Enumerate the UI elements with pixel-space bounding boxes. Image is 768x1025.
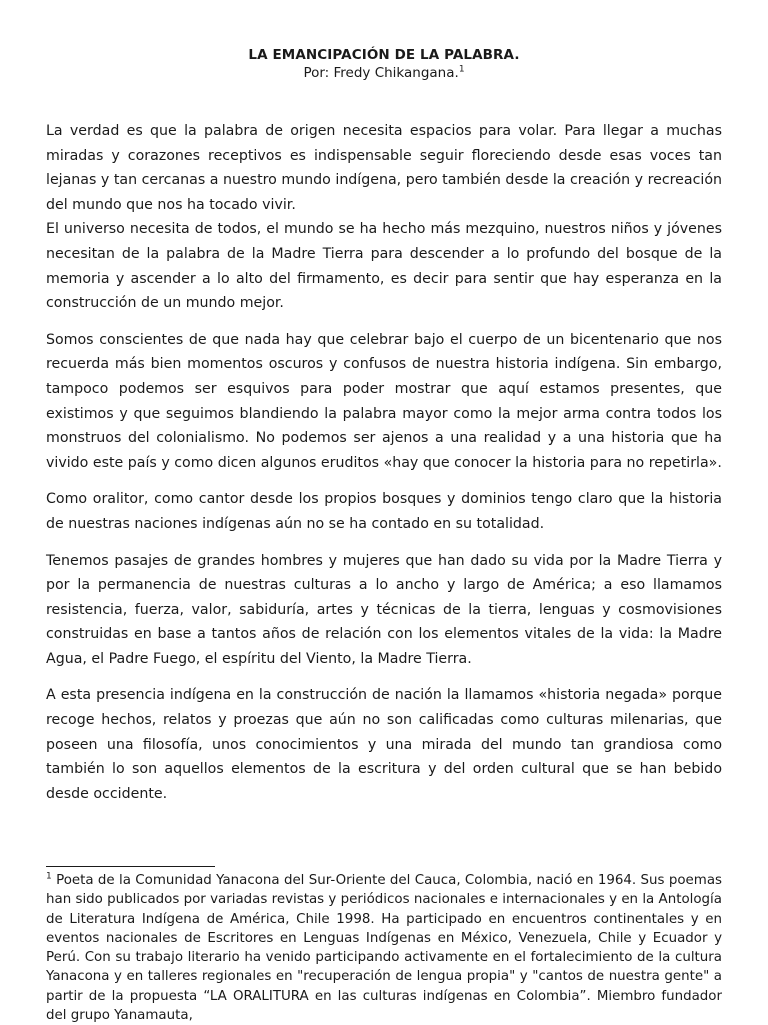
paragraph: El universo necesita de todos, el mundo se ha hecho más mezquino, nuestros niños y jóvenes necesitan de la palabra de la Madre Tierra para descender a lo profundo del bosque de la memoria y ascender a lo alto del firmamento, es decir para sentir que hay esperanza en la construcción de un mundo mejor. <box>46 221 722 312</box>
author-byline-text: Por: Fredy Chikangana. <box>303 65 459 81</box>
footnote-marker: 1 <box>46 871 52 882</box>
document-title: LA EMANCIPACIÓN DE LA PALABRA. <box>248 47 520 63</box>
paragraph: Tenemos pasajes de grandes hombres y mujeres que han dado su vida por la Madre Tierra y por la permanencia de nuestras culturas a lo ancho y largo de América; a eso llamamos resistencia, fuerza, valor, sabiduría, artes y técnicas de la tierra, lenguas y cosmovisiones construidas en base a tantos años de relación con los elementos vitales de la vida: la Madre Agua, el Padre Fuego, el espíritu del Viento, la Madre Tierra. <box>46 552 722 667</box>
paragraph: La verdad es que la palabra de origen necesita espacios para volar. Para llegar a muchas miradas y corazones receptivos es indispensable seguir floreciendo desde esas voces tan lejanas y tan cercanas a nuestro mundo indígena, pero también desde la creación y recreación del mundo que nos ha tocado vivir. <box>46 123 722 213</box>
footnote-reference[interactable]: 1 <box>458 64 465 75</box>
paragraph: Como oralitor, como cantor desde los propios bosques y dominios tengo claro que la historia de nuestras naciones indígenas aún no se ha contado en su totalidad. <box>46 491 722 532</box>
footnote <box>46 871 722 1025</box>
article-body <box>46 119 722 818</box>
footnote-text: Poeta de la Comunidad Yanacona del Sur-Oriente del Cauca, Colombia, nació en 1964. Sus poemas han sido publicados por variadas revistas y periódicos nacionales e internacionales y en la Antología de Literatura Indígena de América, Chile 1998. Ha participado en encuentros continentales y en eventos nacionales de Escritores en Lenguas Indígenas en México, Venezuela, Chile y Ecuador y Perú. Con su trabajo literario ha venido participando activamente en el fortalecimiento de la cultura Yanacona y en talleres regionales en "recuperación de lengua propia" y "cantos de nuestra gente" a partir de la propuesta “LA ORALITURA en las culturas indígenas en Colombia”. Miembro fundador del grupo Yanamauta, <box>46 873 723 1024</box>
author-byline <box>0 65 768 81</box>
paragraph: A esta presencia indígena en la construcción de nación la llamamos «historia negada» porque recoge hechos, relatos y proezas que aún no son calificadas como culturas milenarias, que poseen una filosofía, unos conocimientos y una mirada del mundo tan grandiosa como también lo son aquellos elementos de la escritura y del orden cultural que se han bebido desde occidente. <box>46 687 722 802</box>
footnote-separator <box>46 866 215 867</box>
paragraph: Somos conscientes de que nada hay que celebrar bajo el cuerpo de un bicentenario que nos recuerda más bien momentos oscuros y confusos de nuestra historia indígena. Sin embargo, tampoco podemos ser esquivos para poder mostrar que aquí estamos presentes, que existimos y que seguimos blandiendo la palabra mayor como la mejor arma contra todos los monstruos del colonialismo. No podemos ser ajenos a una realidad y a una historia que ha vivido este país y como dicen algunos eruditos «hay que conocer la historia para no repetirla». <box>46 331 722 471</box>
